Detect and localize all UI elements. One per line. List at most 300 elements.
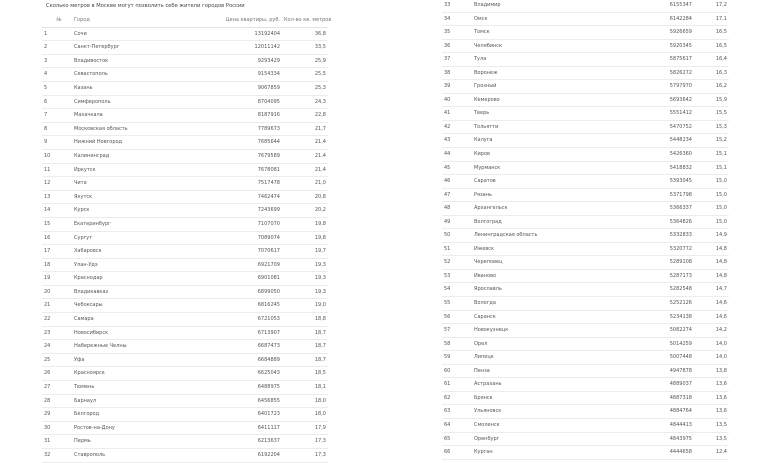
- row-price: 7462474: [194, 190, 284, 204]
- row-price: 7685644: [194, 136, 284, 150]
- row-price: 9154334: [194, 68, 284, 82]
- row-num: 49: [442, 215, 474, 229]
- row-meters: 15,3: [696, 120, 729, 134]
- row-meters: 18,7: [284, 326, 328, 340]
- row-price: 7070617: [194, 245, 284, 259]
- row-price: 5551412: [600, 107, 696, 121]
- table-row: [442, 80, 729, 94]
- table-row: [442, 161, 729, 175]
- row-num: 14: [42, 204, 74, 218]
- row-meters: 14,8: [696, 269, 729, 283]
- table-row: [442, 0, 729, 12]
- row-price: 5252126: [600, 297, 696, 311]
- row-num: 61: [442, 378, 474, 392]
- row-num: 9: [42, 136, 74, 150]
- row-price: 6488975: [194, 381, 284, 395]
- table-row: [42, 353, 328, 367]
- row-num: 57: [442, 324, 474, 338]
- row-city: Ставрополь: [74, 449, 194, 463]
- row-city: Ярославль: [474, 283, 600, 297]
- row-num: 12: [42, 177, 74, 191]
- row-num: 56: [442, 310, 474, 324]
- row-price: 5282548: [600, 283, 696, 297]
- row-city: Якутск: [74, 190, 194, 204]
- row-price: 5014259: [600, 337, 696, 351]
- row-price: 9293429: [194, 54, 284, 68]
- row-num: 1: [42, 27, 74, 41]
- row-meters: 13,6: [696, 405, 729, 419]
- row-city: Владимир: [474, 0, 600, 12]
- row-city: Севастополь: [74, 68, 194, 82]
- row-meters: 22,8: [284, 109, 328, 123]
- row-num: 31: [42, 435, 74, 449]
- table-row: [442, 351, 729, 365]
- row-num: 15: [42, 217, 74, 231]
- row-num: 11: [42, 163, 74, 177]
- table-row: [442, 391, 729, 405]
- row-meters: 19,3: [284, 285, 328, 299]
- table-row: [42, 149, 328, 163]
- table-row: [42, 408, 328, 422]
- row-city: Тверь: [474, 107, 600, 121]
- row-num: 17: [42, 245, 74, 259]
- row-city: Пермь: [74, 435, 194, 449]
- row-city: Курган: [474, 446, 600, 460]
- table-row: [442, 283, 729, 297]
- table-row: [42, 68, 328, 82]
- row-price: 5371798: [600, 188, 696, 202]
- table-row: [442, 269, 729, 283]
- table-row: [42, 245, 328, 259]
- row-meters: 16,3: [696, 66, 729, 80]
- row-meters: 21,7: [284, 122, 328, 136]
- row-num: 64: [442, 418, 474, 432]
- table-row: [42, 95, 328, 109]
- row-num: 5: [42, 81, 74, 95]
- row-num: 62: [442, 391, 474, 405]
- row-num: 39: [442, 80, 474, 94]
- row-meters: 21,4: [284, 163, 328, 177]
- row-city: Сочи: [74, 27, 194, 41]
- table-row: [42, 190, 328, 204]
- row-price: 6713907: [194, 326, 284, 340]
- row-price: 6411117: [194, 421, 284, 435]
- table-row: [442, 120, 729, 134]
- table-row: [442, 242, 729, 256]
- row-meters: 19,3: [284, 272, 328, 286]
- row-num: 40: [442, 93, 474, 107]
- row-city: Барнаул: [74, 394, 194, 408]
- row-price: 5007448: [600, 351, 696, 365]
- table-row: [42, 340, 328, 354]
- row-num: 3: [42, 54, 74, 68]
- row-meters: 20,8: [284, 190, 328, 204]
- table-header-row: [42, 14, 328, 27]
- row-meters: 20,2: [284, 204, 328, 218]
- row-num: 33: [442, 0, 474, 12]
- row-city: Мурманск: [474, 161, 600, 175]
- row-city: Грозный: [474, 80, 600, 94]
- row-price: 6921709: [194, 258, 284, 272]
- table-row: [442, 175, 729, 189]
- row-price: 6213637: [194, 435, 284, 449]
- row-meters: 25,9: [284, 54, 328, 68]
- row-num: 6: [42, 95, 74, 109]
- row-meters: 15,0: [696, 175, 729, 189]
- row-city: Санкт-Петербург: [74, 41, 194, 55]
- row-meters: 17,3: [284, 435, 328, 449]
- row-price: 5693642: [600, 93, 696, 107]
- row-num: 8: [42, 122, 74, 136]
- row-meters: 33,5: [284, 41, 328, 55]
- row-price: 6456855: [194, 394, 284, 408]
- row-meters: 18,8: [284, 313, 328, 327]
- row-price: 5797970: [600, 80, 696, 94]
- row-city: Симферополь: [74, 95, 194, 109]
- row-meters: 14,0: [696, 337, 729, 351]
- row-city: Новокузнецк: [474, 324, 600, 338]
- row-num: 43: [442, 134, 474, 148]
- row-city: Владикавказ: [74, 285, 194, 299]
- row-price: 5082274: [600, 324, 696, 338]
- table-row: [42, 109, 328, 123]
- row-price: 5448234: [600, 134, 696, 148]
- row-meters: 19,8: [284, 231, 328, 245]
- table-row: [442, 432, 729, 446]
- row-price: 6142284: [600, 12, 696, 26]
- row-num: 7: [42, 109, 74, 123]
- table-row: [442, 337, 729, 351]
- table-row: [42, 204, 328, 218]
- row-meters: 18,0: [284, 408, 328, 422]
- row-num: 20: [42, 285, 74, 299]
- table-row: [442, 364, 729, 378]
- table-row: [42, 272, 328, 286]
- row-num: 59: [442, 351, 474, 365]
- row-num: 60: [442, 364, 474, 378]
- table-row: [442, 324, 729, 338]
- row-price: 8187916: [194, 109, 284, 123]
- row-price: 5287173: [600, 269, 696, 283]
- table-row: [42, 27, 328, 41]
- row-city: Калининград: [74, 149, 194, 163]
- row-num: 55: [442, 297, 474, 311]
- table-row: [42, 285, 328, 299]
- row-city: Калуга: [474, 134, 600, 148]
- row-meters: 19,3: [284, 258, 328, 272]
- header-meters: Кол-во кв. метров: [284, 14, 328, 27]
- table-row: [442, 148, 729, 162]
- row-city: Вологда: [474, 297, 600, 311]
- row-city: Орел: [474, 337, 600, 351]
- row-meters: 16,2: [696, 80, 729, 94]
- row-num: 24: [42, 340, 74, 354]
- row-meters: 25,3: [284, 81, 328, 95]
- table-row: [442, 93, 729, 107]
- table-row: [42, 217, 328, 231]
- table-row: [42, 122, 328, 136]
- row-meters: 13,5: [696, 418, 729, 432]
- table-row: [442, 26, 729, 40]
- table-row: [42, 41, 328, 55]
- row-num: 29: [42, 408, 74, 422]
- row-city: Волгоград: [474, 215, 600, 229]
- row-meters: 15,0: [696, 202, 729, 216]
- row-price: 4444658: [600, 446, 696, 460]
- row-meters: 19,0: [284, 299, 328, 313]
- row-price: 4947878: [600, 364, 696, 378]
- row-num: 47: [442, 188, 474, 202]
- row-meters: 15,2: [696, 134, 729, 148]
- row-meters: 15,1: [696, 161, 729, 175]
- row-num: 30: [42, 421, 74, 435]
- row-meters: 19,8: [284, 217, 328, 231]
- row-meters: 14,9: [696, 229, 729, 243]
- row-num: 18: [42, 258, 74, 272]
- table-row: [442, 310, 729, 324]
- row-price: 6401723: [194, 408, 284, 422]
- cities-table-right: [442, 0, 729, 460]
- row-price: 8704095: [194, 95, 284, 109]
- row-price: 5234138: [600, 310, 696, 324]
- row-city: Сургут: [74, 231, 194, 245]
- header-num: №: [42, 14, 74, 27]
- row-city: Махачкала: [74, 109, 194, 123]
- row-num: 28: [42, 394, 74, 408]
- row-meters: 21,4: [284, 136, 328, 150]
- row-city: Ростов-на-Дону: [74, 421, 194, 435]
- row-city: Томск: [474, 26, 600, 40]
- table-row: [442, 405, 729, 419]
- row-city: Астрахань: [474, 378, 600, 392]
- row-city: Нижний Новгород: [74, 136, 194, 150]
- header-price: Цена квартиры, руб.: [194, 14, 284, 27]
- row-city: Липецк: [474, 351, 600, 365]
- row-city: Киров: [474, 148, 600, 162]
- row-meters: 15,1: [696, 148, 729, 162]
- table-row: [42, 367, 328, 381]
- row-meters: 13,6: [696, 378, 729, 392]
- row-meters: 18,5: [284, 367, 328, 381]
- table-row: [42, 435, 328, 449]
- row-price: 6625043: [194, 367, 284, 381]
- table-row: [42, 449, 328, 463]
- table-row: [442, 215, 729, 229]
- row-price: 5289108: [600, 256, 696, 270]
- row-city: Владивосток: [74, 54, 194, 68]
- row-city: Кемерово: [474, 93, 600, 107]
- table-row: [442, 107, 729, 121]
- row-city: Улан-Удэ: [74, 258, 194, 272]
- row-city: Краснодар: [74, 272, 194, 286]
- row-num: 37: [442, 53, 474, 67]
- table-row: [42, 313, 328, 327]
- table-row: [442, 188, 729, 202]
- table-row: [42, 54, 328, 68]
- row-num: 26: [42, 367, 74, 381]
- row-meters: 14,0: [696, 351, 729, 365]
- table-row: [42, 421, 328, 435]
- row-city: Курск: [74, 204, 194, 218]
- table-row: [442, 418, 729, 432]
- row-meters: 17,1: [696, 12, 729, 26]
- row-num: 42: [442, 120, 474, 134]
- row-price: 5926659: [600, 26, 696, 40]
- row-meters: 17,2: [696, 0, 729, 12]
- table-row: [42, 163, 328, 177]
- row-num: 13: [42, 190, 74, 204]
- row-num: 4: [42, 68, 74, 82]
- row-num: 54: [442, 283, 474, 297]
- table-row: [42, 81, 328, 95]
- row-city: Смоленск: [474, 418, 600, 432]
- row-meters: 18,7: [284, 340, 328, 354]
- row-num: 35: [442, 26, 474, 40]
- row-meters: 13,8: [696, 364, 729, 378]
- table-body-right: [442, 0, 729, 459]
- row-city: Череповец: [474, 256, 600, 270]
- row-price: 4843975: [600, 432, 696, 446]
- row-num: 52: [442, 256, 474, 270]
- row-city: Екатеринбург: [74, 217, 194, 231]
- row-city: Оренбург: [474, 432, 600, 446]
- table-row: [42, 394, 328, 408]
- row-city: Челябинск: [474, 39, 600, 53]
- row-price: 4884764: [600, 405, 696, 419]
- row-city: Рязань: [474, 188, 600, 202]
- row-meters: 15,0: [696, 215, 729, 229]
- row-meters: 21,4: [284, 149, 328, 163]
- row-num: 23: [42, 326, 74, 340]
- row-meters: 14,7: [696, 283, 729, 297]
- row-city: Уфа: [74, 353, 194, 367]
- row-price: 7089074: [194, 231, 284, 245]
- row-price: 5364826: [600, 215, 696, 229]
- row-num: 19: [42, 272, 74, 286]
- table-row: [42, 381, 328, 395]
- row-city: Брянск: [474, 391, 600, 405]
- row-price: 6192204: [194, 449, 284, 463]
- table-row: [42, 299, 328, 313]
- row-num: 32: [42, 449, 74, 463]
- row-city: Тольятти: [474, 120, 600, 134]
- row-city: Московская область: [74, 122, 194, 136]
- row-price: 5393045: [600, 175, 696, 189]
- row-city: Хабаровск: [74, 245, 194, 259]
- row-price: 6816245: [194, 299, 284, 313]
- row-meters: 15,5: [696, 107, 729, 121]
- row-city: Тюмень: [74, 381, 194, 395]
- row-price: 7789673: [194, 122, 284, 136]
- row-meters: 24,3: [284, 95, 328, 109]
- row-price: 12011142: [194, 41, 284, 55]
- row-city: Иваново: [474, 269, 600, 283]
- row-city: Тула: [474, 53, 600, 67]
- table-row: [42, 231, 328, 245]
- row-num: 51: [442, 242, 474, 256]
- table-row: [442, 297, 729, 311]
- table-row: [442, 229, 729, 243]
- row-price: 6687473: [194, 340, 284, 354]
- row-meters: 25,5: [284, 68, 328, 82]
- row-num: 38: [442, 66, 474, 80]
- table-row: [442, 53, 729, 67]
- row-price: 5470752: [600, 120, 696, 134]
- row-price: 5418832: [600, 161, 696, 175]
- row-meters: 16,4: [696, 53, 729, 67]
- row-num: 21: [42, 299, 74, 313]
- row-num: 65: [442, 432, 474, 446]
- row-num: 53: [442, 269, 474, 283]
- row-meters: 16,5: [696, 26, 729, 40]
- row-meters: 15,0: [696, 188, 729, 202]
- row-price: 5366337: [600, 202, 696, 216]
- row-price: 6899050: [194, 285, 284, 299]
- table-body-left: [42, 27, 328, 462]
- row-num: 2: [42, 41, 74, 55]
- header-city: Город: [74, 14, 194, 27]
- table-row: [442, 39, 729, 53]
- row-price: 4889037: [600, 378, 696, 392]
- page-title: Сколько метров в Москве могут позволить себе жители городов России: [46, 3, 245, 9]
- row-price: 6684889: [194, 353, 284, 367]
- row-num: 16: [42, 231, 74, 245]
- table-row: [442, 446, 729, 460]
- row-meters: 13,5: [696, 432, 729, 446]
- row-price: 7517478: [194, 177, 284, 191]
- row-num: 58: [442, 337, 474, 351]
- row-price: 4844413: [600, 418, 696, 432]
- row-num: 46: [442, 175, 474, 189]
- row-city: Новосибирск: [74, 326, 194, 340]
- row-meters: 19,7: [284, 245, 328, 259]
- row-num: 48: [442, 202, 474, 216]
- row-meters: 14,2: [696, 324, 729, 338]
- row-num: 45: [442, 161, 474, 175]
- table-row: [42, 258, 328, 272]
- row-num: 44: [442, 148, 474, 162]
- row-meters: 17,9: [284, 421, 328, 435]
- row-price: 5426360: [600, 148, 696, 162]
- row-num: 36: [442, 39, 474, 53]
- table-row: [442, 134, 729, 148]
- table-row: [442, 378, 729, 392]
- row-price: 6901081: [194, 272, 284, 286]
- row-price: 6155347: [600, 0, 696, 12]
- table-row: [42, 136, 328, 150]
- row-city: Ульяновск: [474, 405, 600, 419]
- row-city: Чита: [74, 177, 194, 191]
- table-row: [42, 326, 328, 340]
- row-meters: 14,6: [696, 297, 729, 311]
- row-price: 5875617: [600, 53, 696, 67]
- row-num: 22: [42, 313, 74, 327]
- row-price: 4887318: [600, 391, 696, 405]
- row-city: Белгород: [74, 408, 194, 422]
- row-meters: 12,4: [696, 446, 729, 460]
- row-city: Набережные Челны: [74, 340, 194, 354]
- row-meters: 14,8: [696, 256, 729, 270]
- row-meters: 21,0: [284, 177, 328, 191]
- row-price: 7678081: [194, 163, 284, 177]
- row-meters: 17,3: [284, 449, 328, 463]
- row-city: Красноярск: [74, 367, 194, 381]
- row-price: 13192404: [194, 27, 284, 41]
- row-meters: 36,8: [284, 27, 328, 41]
- row-city: Архангельск: [474, 202, 600, 216]
- row-city: Иркутск: [74, 163, 194, 177]
- row-price: 5826272: [600, 66, 696, 80]
